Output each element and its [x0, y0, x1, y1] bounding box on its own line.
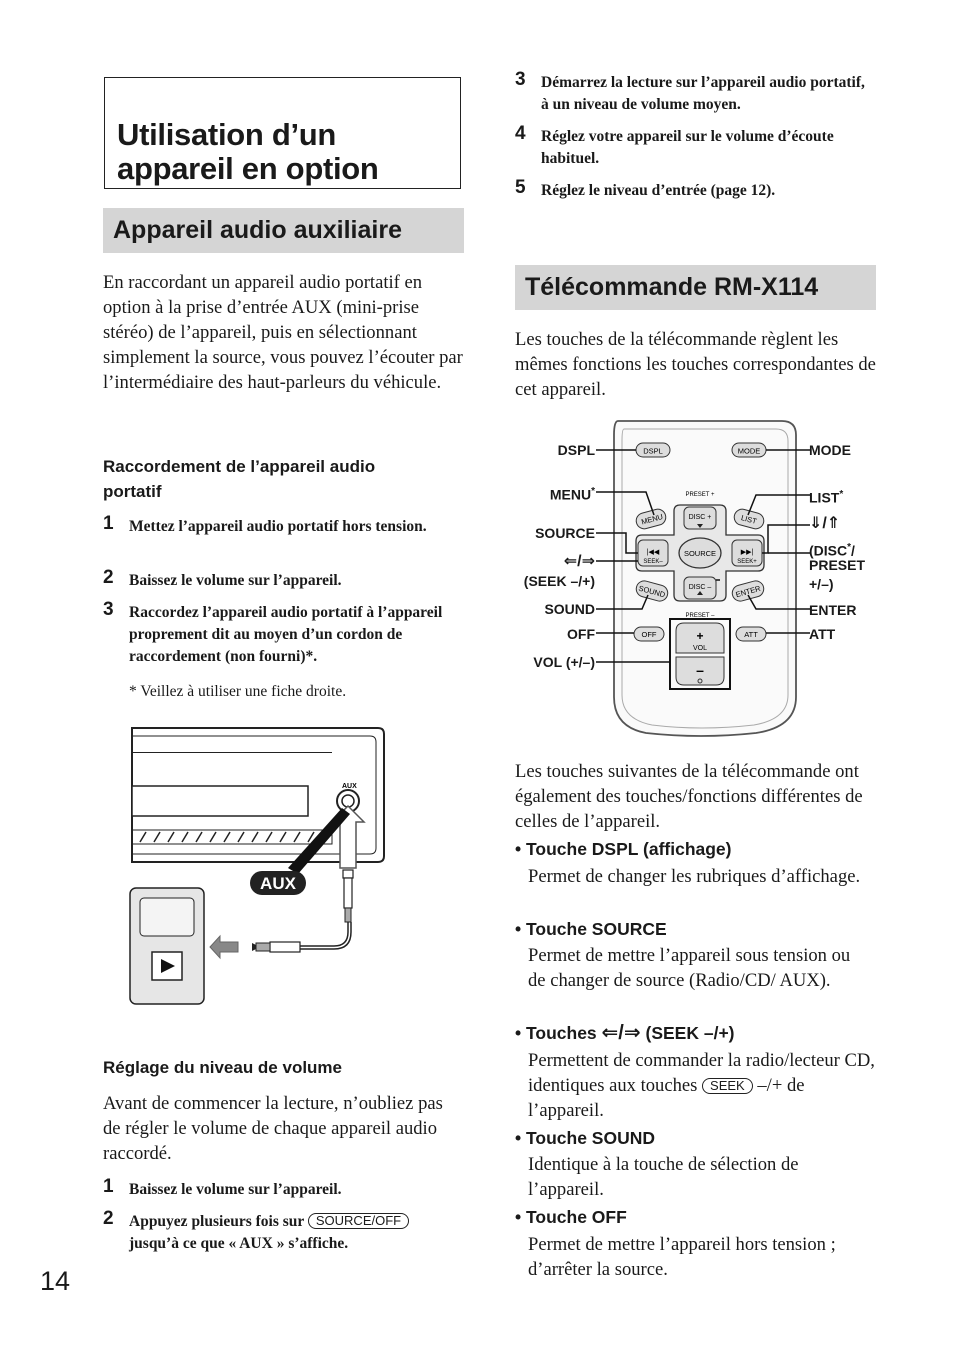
remote-key-menu: MENU [640, 512, 664, 527]
remote-key-seek-plus: SEEK+ [737, 559, 757, 565]
bullet-dspl-body: Permet de changer les rubriques d’affichage. [528, 866, 861, 887]
section-heading-remote: Télécommande RM-X114 [515, 265, 876, 310]
footnote: * Veillez à utiliser une fiche droite. [129, 683, 347, 700]
aux-intro: En raccordant un appareil audio portatif en option à la prise d’entrée AUX (mini-prise stéréo) de l’appareil, puis en sélectionnant simplement la source, vous pouvez l’écouter par l’intermédiaire des haut-parleurs du véhicule. [103, 272, 463, 393]
remote-key-vol: VOL [692, 645, 708, 652]
remote-key-off: OFF [641, 630, 657, 639]
label-att: ATT [809, 626, 836, 642]
remote-key-mode: MODE [737, 446, 761, 456]
label-preset-pm: +/–) [809, 576, 834, 592]
label-disc: (DISC*/ [809, 542, 855, 559]
remote-preset-minus: PRESET – [685, 613, 715, 619]
label-vol: VOL (+/–) [533, 654, 595, 670]
remote-intro: Les touches de la télécommande règlent les mêmes fonctions les touches correspondantes de cet appareil. [515, 329, 876, 400]
volume-step-5: 5 Réglez le niveau d’entrée (page 12). [515, 177, 776, 199]
remote-key-disc-minus: DISC – [688, 584, 712, 591]
connect-step-2: 2 Baissez le volume sur l’appareil. [103, 567, 342, 589]
section-heading-aux: Appareil audio auxiliaire [103, 208, 464, 253]
source-off-key: SOURCE/OFF [308, 1213, 409, 1229]
bullet-sound-body: Identique à la touche de sélection de l’appareil. [528, 1154, 799, 1200]
seek-key: SEEK [702, 1078, 753, 1094]
bullet-off-body: Permet de mettre l’appareil hors tension ; d’arrêter la source. [528, 1234, 836, 1280]
label-disc-arrows: ⇓/⇑ [809, 515, 841, 532]
remote-key-seek-minus: SEEK– [643, 559, 663, 565]
connect-heading: Raccordement de l’appareil audio portatif [103, 457, 376, 501]
label-source: SOURCE [535, 525, 595, 541]
volume-step-4: 4 Réglez votre appareil sur le volume d’écoute habituel. [515, 123, 834, 167]
label-seek: (SEEK –/+) [523, 573, 595, 589]
label-dspl: DSPL [557, 442, 595, 458]
bullet-sound-title: • Touche SOUND [515, 1128, 655, 1148]
aux-jack-label: AUX [342, 783, 357, 790]
label-seek-arrows: ⇐/⇒ [563, 553, 595, 570]
remote-key-dspl: DSPL [643, 446, 663, 456]
aux-connection-illustration [120, 722, 390, 1012]
remote-key-enter: ENTER [734, 583, 762, 600]
page-number: 14 [40, 1266, 71, 1296]
label-off: OFF [567, 626, 595, 642]
remote-key-sound: SOUND [637, 583, 667, 600]
label-enter: ENTER [809, 602, 857, 618]
bullet-off-title: • Touche OFF [515, 1207, 627, 1227]
bullet-source-body: Permet de mettre l’appareil sous tension ou de changer de source (Radio/CD/ AUX). [528, 945, 851, 991]
aux-badge: AUX [260, 874, 296, 893]
remote-preset-plus: PRESET + [685, 492, 715, 498]
volume-step-3: 3 Démarrez la lecture sur l’appareil audio portatif, à un niveau de volume moyen. [515, 69, 865, 113]
remote-key-minus: – [696, 662, 704, 678]
volume-step-1: 1 Baissez le volume sur l’appareil. [103, 1176, 342, 1198]
volume-heading: Réglage du niveau de volume [103, 1058, 343, 1077]
svg-text:|◀◀: |◀◀ [646, 549, 660, 556]
remote-illustration [596, 415, 810, 740]
bullet-seek-title: • Touches ⇐/⇒ (SEEK –/+) [515, 1022, 735, 1044]
remote-key-disc-plus: DISC + [688, 514, 712, 521]
label-preset: PRESET [809, 557, 866, 573]
remote-diff-intro: Les touches suivantes de la télécommande ont également des touches/fonctions différentes de celles de l’appareil. [515, 761, 863, 832]
bullet-source-title: • Touche SOURCE [515, 919, 667, 939]
label-sound: SOUND [544, 601, 595, 617]
bullet-seek-body: Permettent de commander la radio/lecteur CD, identiques aux touches SEEK –/+ de l’appareil. [528, 1050, 875, 1121]
chapter-title: Utilisation d’un appareil en option [117, 117, 379, 186]
label-list: LIST* [809, 489, 844, 506]
bullet-dspl-title: • Touche DSPL (affichage) [515, 839, 732, 859]
label-mode: MODE [809, 442, 851, 458]
chapter-title-box [104, 77, 461, 189]
volume-text: Avant de commencer la lecture, n’oubliez pas de régler le volume de chaque appareil audio raccordé. [103, 1093, 443, 1164]
svg-text:▶▶|: ▶▶| [740, 549, 754, 556]
remote-key-source: SOURCE [683, 549, 717, 558]
volume-step-2: 2 Appuyez plusieurs fois sur SOURCE/OFF jusqu’à ce que « AUX » s’affiche. [129, 1211, 459, 1255]
remote-key-list: LIST [740, 513, 758, 526]
label-menu: MENU* [549, 486, 595, 503]
remote-key-plus: + [696, 629, 704, 643]
connect-step-1: 1 Mettez l’appareil audio portatif hors tension. [103, 513, 427, 535]
remote-key-att: ATT [744, 630, 758, 639]
connect-step-3: 3 Raccordez l’appareil audio portatif à l’appareil proprement dit au moyen d’un cordon de raccordement (non fourni)*. [103, 599, 443, 665]
